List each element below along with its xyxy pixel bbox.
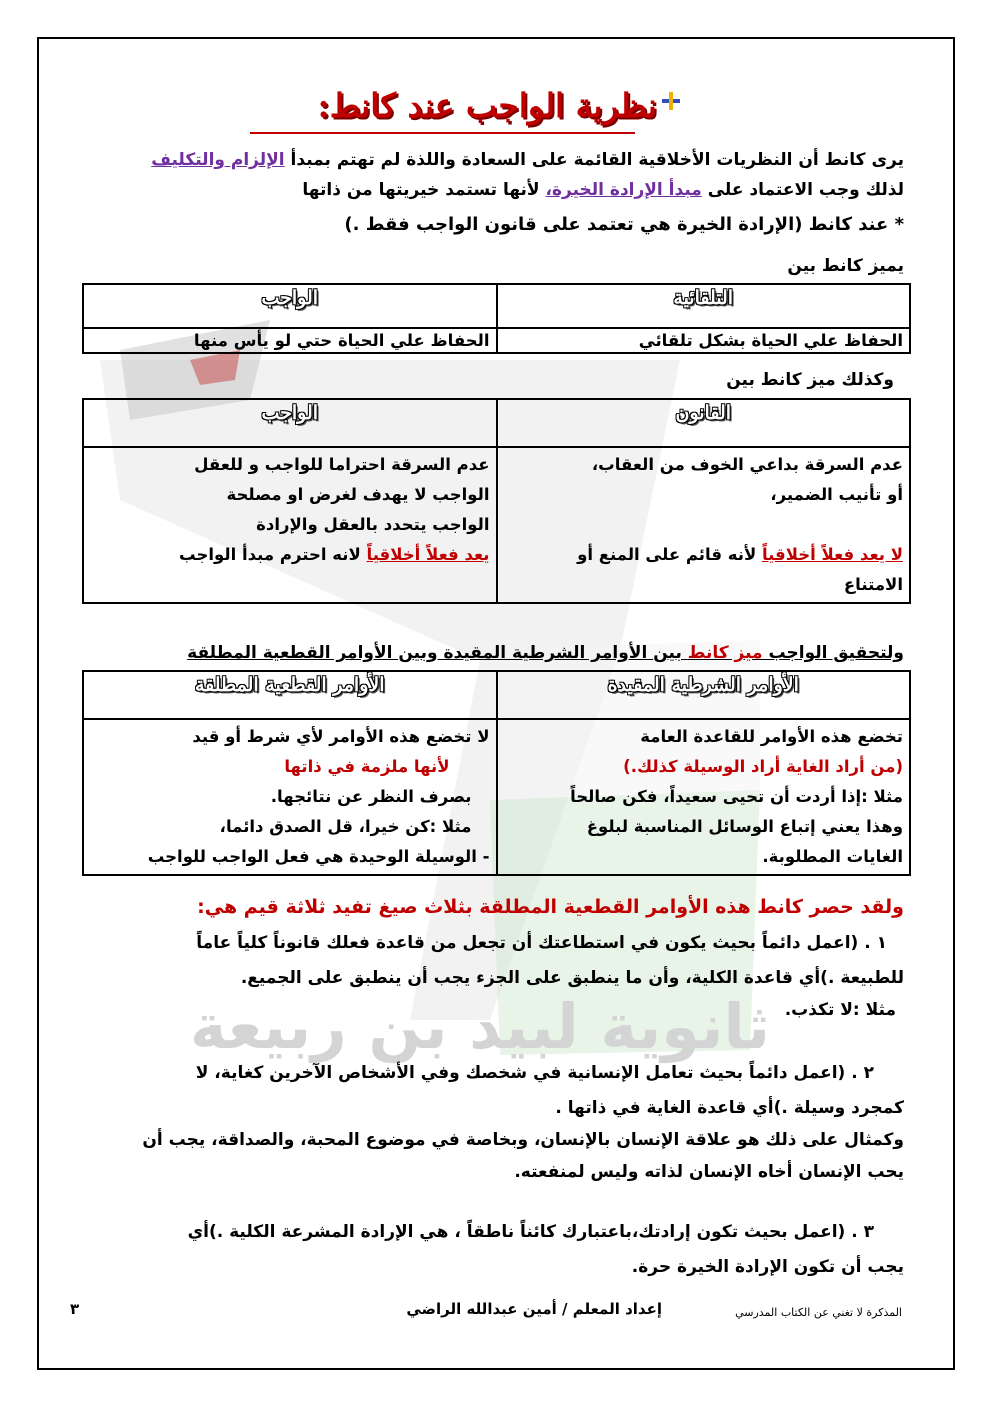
title-underline <box>250 132 635 134</box>
table-spontaneous-vs-duty <box>82 283 911 354</box>
table1-header-left: الواجب <box>83 284 497 328</box>
rule-1-line-2: للطبيعة .)أي قاعدة الكلية، وأن ما ينطبق على الجزء يجب أن ينطبق على الجميع. <box>240 968 904 988</box>
orders-intro: ولتحقيق الواجب ميز كانط بين الأوامر الشرطية المقيدة وبين الأوامر القطعية المطلقة <box>187 643 904 663</box>
table2-cell-left: عدم السرقة احتراما للواجب و للعقل الواجب لا يهدف لغرض او مصلحة الواجب يتحدد بالعقل والإرادة يعد فعلاً أخلاقياً لانه احترم مبدأ الواجب <box>83 447 497 603</box>
page-title: نظرية الواجب عند كانط: <box>317 86 657 125</box>
rule-2-line-4: يحب الإنسان أخاه الإنسان لذاته وليس لمنفعته. <box>514 1162 904 1182</box>
watermark-text: ثانوية لبيد بن ربيعة <box>190 990 771 1063</box>
table3-header-right: الأوامر الشرطية المقيدة <box>497 671 911 719</box>
rule-3-line-1: ٣ . (اعمل بحيث تكون إرادتك،باعتبارك كائناً ناطقاً ، هي الإرادة المشرعة الكلية .)أي <box>187 1222 874 1242</box>
table3-header-left: الأوامر القطعية المطلقة <box>83 671 497 719</box>
table1-cell-right: الحفاظ علي الحياة بشكل تلقائي <box>497 328 911 353</box>
page-number: ٣ <box>70 1300 80 1318</box>
rule-3-line-2: يجب أن تكون الإرادة الخيرة حرة. <box>631 1257 904 1277</box>
table-orders <box>82 670 911 876</box>
table2-header-right: القانون <box>497 399 911 447</box>
intro-line-2: لذلك وجب الاعتماد على مبدأ الإرادة الخيرة، لأنها تستمد خيريتها من ذاتها <box>302 180 904 200</box>
table1-header-right: التلقائية <box>497 284 911 328</box>
rule-1-example: مثلا :لا تكذب. <box>784 1000 896 1020</box>
rule-2-line-2: كمجرد وسيلة .)أي قاعدة الغاية في ذاتها . <box>555 1098 904 1118</box>
title-bullet-icon <box>662 92 680 110</box>
intro-line-1: يرى كانط أن النظريات الأخلاقية القائمة على السعادة واللذة لم تهتم بمبدأ الإلزام والتكليف <box>151 150 904 170</box>
rule-2-line-1: ٢ . (اعمل دائماً بحيث تعامل الإنسانية في شخصك وفي الأشخاص الآخرين كغاية، لا <box>195 1063 874 1083</box>
footer-author: إعداد المعلم / أمين عبدالله الراضي <box>406 1300 662 1318</box>
also-distinguished: وكذلك ميز كانط بين <box>726 370 894 390</box>
table3-cell-right: تخضع هذه الأوامر للقاعدة العامة (من أراد الغاية أراد الوسيلة كذلك.) مثلا :إذا أردت أن تحيى سعيداً، فكن صالحاً وهذا يعني إتباع الوسائل المناسبة لبلوغ الغايات المطلوبة. <box>497 719 911 875</box>
intro-line-4: يميز كانط بين <box>787 256 904 276</box>
table3-cell-left: لا تخضع هذه الأوامر لأي شرط أو قيد لأنها ملزمة في ذاتها بصرف النظر عن نتائجها. مثلا :كن خيرا، قل الصدق دائما، - الوسيلة الوحيدة هي فعل الواجب للواجب <box>83 719 497 875</box>
table1-cell-left: الحفاظ علي الحياة حتي لو يأس منها <box>83 328 497 353</box>
footer-note: المذكرة لا تغني عن الكتاب المدرسي <box>735 1306 902 1319</box>
intro-line-3: * عند كانط (الإرادة الخيرة هي تعتمد على قانون الواجب فقط .) <box>344 214 904 235</box>
table2-header-left: الواجب <box>83 399 497 447</box>
section-heading-three-forms: ولقد حصر كانط هذه الأوامر القطعية المطلقة بثلاث صيغ تفيد ثلاثة قيم هي: <box>197 896 904 918</box>
rule-1-line-1: ١ . (اعمل دائماً بحيث يكون في استطاعتك أن تجعل من قاعدة فعلك قانوناً كلياً عاماً <box>196 933 887 953</box>
table2-cell-right: عدم السرقة بداعي الخوف من العقاب، أو تأنيب الضمير، لا يعد فعلاً أخلاقياً لأنه قائم على المنع أو الامتناع <box>497 447 911 603</box>
table-law-vs-duty <box>82 398 911 604</box>
rule-2-line-3: وكمثال على ذلك هو علاقة الإنسان بالإنسان، وبخاصة في موضوع المحبة، والصداقة، يجب أن <box>142 1130 904 1150</box>
